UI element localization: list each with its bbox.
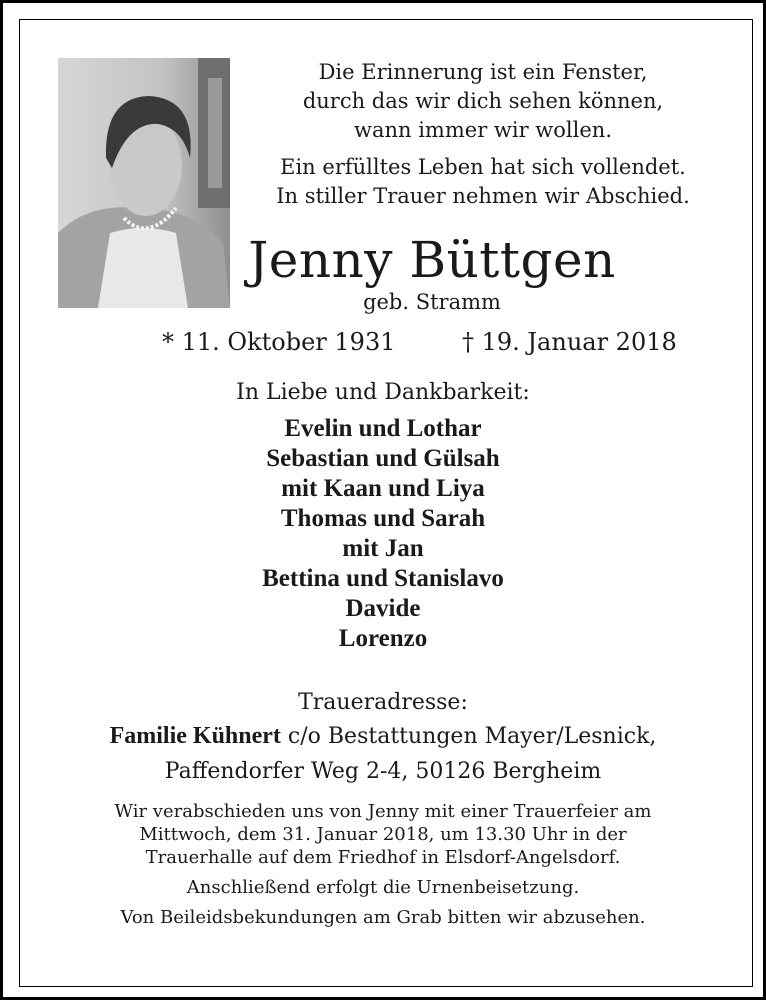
mourners-list: [0, 414, 766, 654]
death-date: † 19. Januar 2018: [462, 328, 677, 356]
mourner-name: Evelin und Lothar: [284, 415, 482, 442]
notice-line: Von Beileidsbekundungen am Grab bitten wir abzusehen.: [120, 907, 646, 928]
poem-line: Die Erinnerung ist ein Fenster,: [318, 60, 648, 84]
address-label: Traueradresse:: [298, 690, 468, 715]
address-line-2: Paffendorfer Weg 2-4, 50126 Bergheim: [164, 759, 602, 784]
notice-line: Anschließend erfolgt die Urnenbeisetzung.: [186, 877, 580, 898]
poem-line: In stiller Trauer nehmen wir Abschied.: [276, 184, 690, 208]
birth-date: * 11. Oktober 1931: [162, 328, 396, 356]
notice-line: Mittwoch, dem 31. Januar 2018, um 13.30 Uhr in der: [139, 824, 627, 845]
mourner-name: Lorenzo: [338, 625, 428, 652]
portrait-image: [58, 58, 230, 308]
mourners-intro: In Liebe und Dankbarkeit:: [236, 380, 530, 405]
mourner-name: Bettina und Stanislavo: [262, 565, 504, 592]
mourner-name: mit Kaan und Liya: [281, 475, 485, 502]
memorial-poem: [252, 58, 714, 211]
mourner-name: mit Jan: [342, 535, 424, 562]
deceased-name: Jenny Büttgen: [248, 231, 616, 289]
notice-line: Trauerhalle auf dem Friedhof in Elsdorf-Angelsdorf.: [145, 847, 621, 868]
mourner-name: Davide: [345, 595, 421, 622]
address-family: Familie Kühnert: [109, 723, 281, 749]
poem-line: Ein erfülltes Leben hat sich vollendet.: [280, 155, 686, 179]
poem-line: durch das wir dich sehen können,: [302, 89, 664, 113]
notice-line: Wir verabschieden uns von Jenny mit einer Trauerfeier am: [114, 801, 652, 822]
mourner-name: Thomas und Sarah: [280, 505, 486, 532]
funeral-notice: [60, 800, 706, 929]
address-line-1-rest: c/o Bestattungen Mayer/Lesnick,: [280, 724, 657, 749]
portrait-photo: [58, 58, 230, 308]
poem-line: wann immer wir wollen.: [354, 118, 612, 142]
maiden-name: geb. Stramm: [363, 290, 501, 314]
address-line-1: [0, 720, 766, 753]
mourner-name: Sebastian und Gülsah: [266, 445, 500, 472]
